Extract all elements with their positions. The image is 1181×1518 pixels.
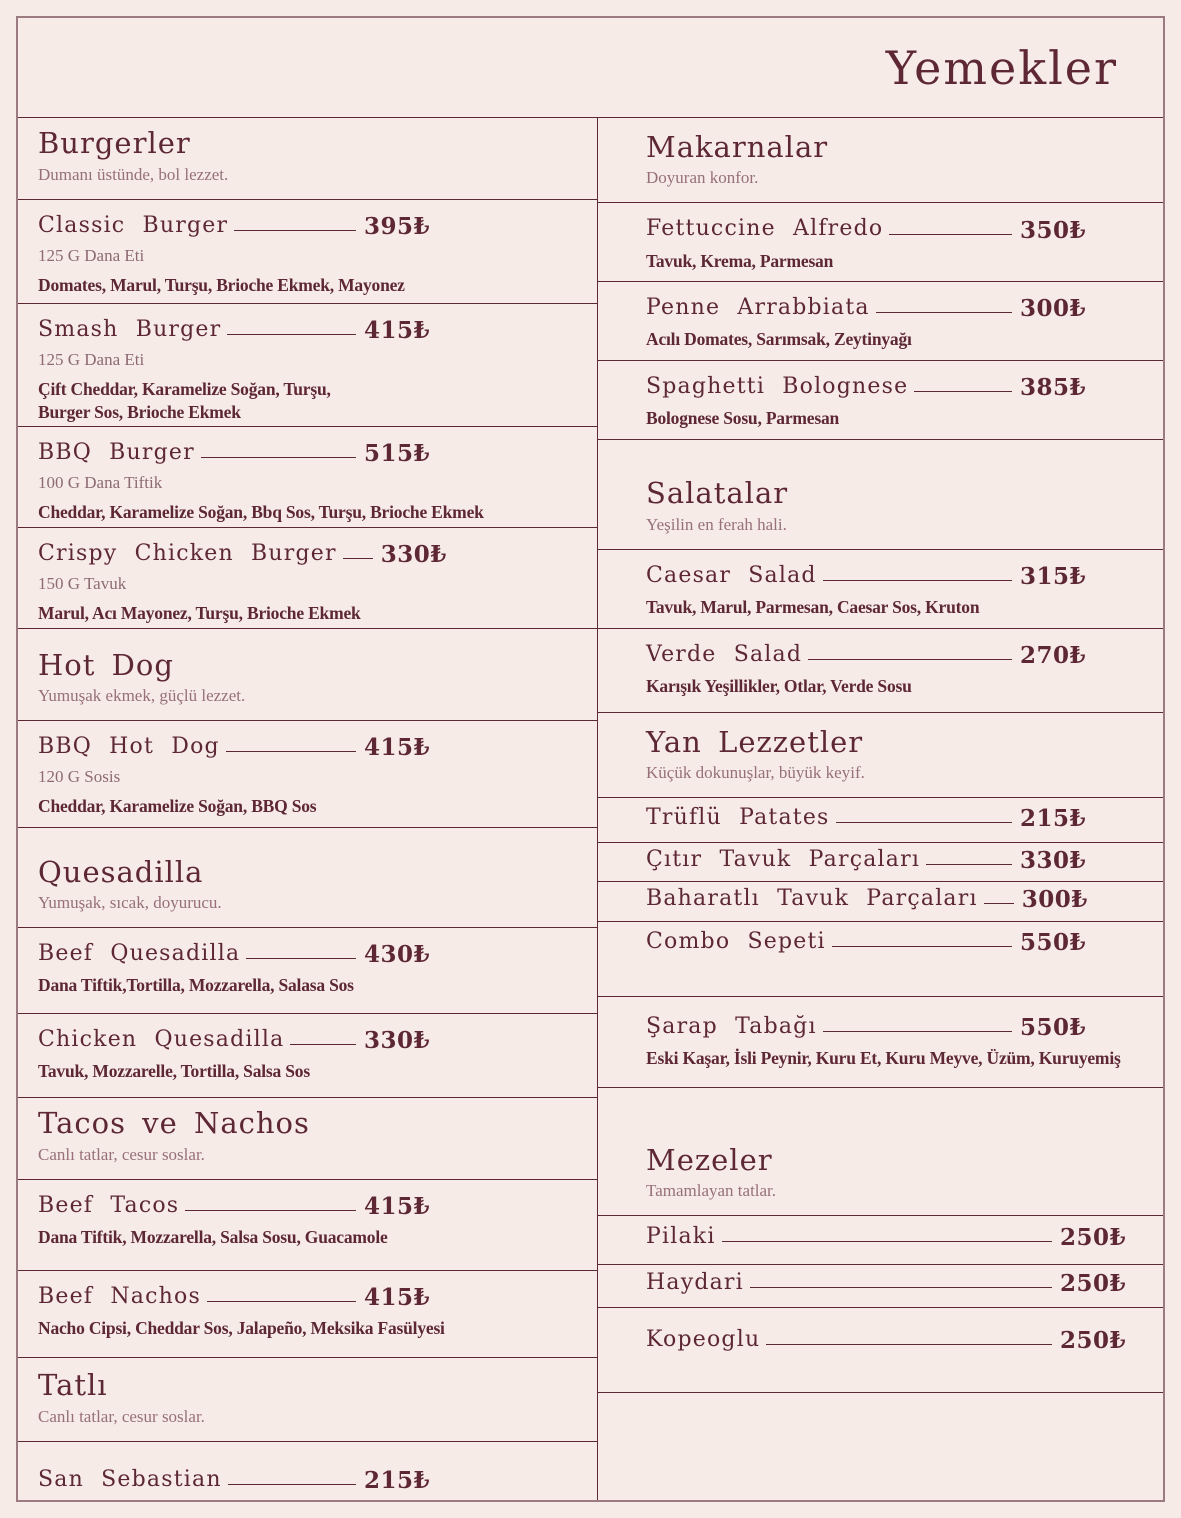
- right-column: [598, 118, 1163, 1500]
- price-leader-line: [823, 580, 1012, 581]
- item-price: 315₺: [1019, 563, 1086, 591]
- price-leader-line: [984, 903, 1014, 904]
- item-line: [646, 1224, 1126, 1252]
- item-price: 300₺: [1019, 295, 1086, 323]
- item-name: BBQ Hot Dog: [38, 734, 220, 760]
- item-line: [646, 1327, 1126, 1355]
- section-title: Salatalar: [646, 476, 789, 511]
- item-name: Çıtır Tavuk Parçaları: [646, 847, 921, 873]
- item-price: 350₺: [1019, 216, 1086, 244]
- item-name: Crispy Chicken Burger: [38, 541, 337, 567]
- item-line: [38, 439, 430, 468]
- item-line: [38, 941, 430, 969]
- item-name: Beef Quesadilla: [38, 941, 241, 967]
- menu-item-smash-burger: [18, 304, 597, 427]
- item-line: [646, 1270, 1126, 1298]
- item-description: Cheddar, Karamelize Soğan, BBQ Sos: [38, 796, 317, 817]
- item-price: 415₺: [363, 316, 430, 344]
- price-leader-line: [343, 558, 373, 559]
- price-leader-line: [914, 391, 1012, 392]
- section-makarnalar: [598, 118, 1163, 203]
- item-name: BBQ Burger: [38, 439, 195, 465]
- item-portion: 120 G Sosis: [38, 767, 121, 787]
- item-price: 395₺: [363, 212, 430, 240]
- item-name: Haydari: [646, 1270, 744, 1296]
- left-column: [18, 118, 598, 1500]
- section-subtitle: Yumuşak, sıcak, doyurucu.: [38, 893, 222, 913]
- item-price: 550₺: [1019, 929, 1086, 957]
- section-salatalar: [598, 440, 1163, 550]
- price-leader-line: [836, 822, 1012, 823]
- item-name: Beef Nachos: [38, 1283, 201, 1309]
- menu-item-bbq-hot-dog: [18, 721, 597, 828]
- price-leader-line: [246, 958, 356, 959]
- menu-item-spaghetti-bolognese: [598, 361, 1163, 440]
- menu-item-san-sebastian: [18, 1442, 597, 1500]
- item-line: [38, 541, 447, 569]
- section-title: Mezeler: [646, 1142, 773, 1177]
- section-mezeler: [598, 1088, 1163, 1216]
- item-name: Spaghetti Bolognese: [646, 374, 909, 400]
- item-line: [38, 1192, 430, 1221]
- item-name: Combo Sepeti: [646, 929, 826, 955]
- price-leader-line: [823, 1031, 1012, 1032]
- item-name: Chicken Quesadilla: [38, 1027, 285, 1053]
- section-tacos-ve-nachos: [18, 1098, 597, 1180]
- price-leader-line: [722, 1241, 1052, 1242]
- item-name: Caesar Salad: [646, 562, 817, 588]
- item-line: [646, 847, 1086, 875]
- section-title: Hot Dog: [38, 647, 174, 682]
- section-subtitle: Dumanı üstünde, bol lezzet.: [38, 164, 229, 184]
- item-description: Eski Kaşar, İsli Peynir, Kuru Et, Kuru Meyve, Üzüm, Kuruyemiş: [646, 1048, 1121, 1069]
- item-line: [38, 318, 430, 342]
- menu-item-crispy-chicken-burger: [18, 528, 597, 629]
- item-line: [38, 1027, 430, 1055]
- item-price: 250₺: [1059, 1270, 1126, 1298]
- item-line: [38, 1466, 430, 1495]
- item-portion: 125 G Dana Eti: [38, 349, 145, 369]
- item-price: 330₺: [1019, 847, 1086, 875]
- section-title: Tacos ve Nachos: [38, 1106, 310, 1141]
- price-leader-line: [201, 457, 356, 458]
- price-leader-line: [207, 1301, 356, 1302]
- item-description: Cheddar, Karamelize Soğan, Bbq Sos, Turşu, Brioche Ekmek: [38, 502, 484, 523]
- item-name: Pilaki: [646, 1224, 716, 1250]
- item-price: 330₺: [363, 1027, 430, 1055]
- item-description: Karışık Yeşillikler, Otlar, Verde Sosu: [646, 675, 912, 696]
- item-description: Dana Tiftik, Mozzarella, Salsa Sosu, Guacamole: [38, 1227, 388, 1248]
- item-description: Tavuk, Marul, Parmesan, Caesar Sos, Kruton: [646, 597, 980, 618]
- section-subtitle: Canlı tatlar, cesur soslar.: [38, 1406, 205, 1426]
- menu-columns: [18, 118, 1163, 1500]
- menu-item-verde-salad: [598, 629, 1163, 713]
- item-description-line2: Burger Sos, Brioche Ekmek: [38, 402, 241, 423]
- menu-page: [16, 16, 1165, 1502]
- menu-item-classic-burger: [18, 200, 597, 304]
- section-yan-lezzetler: [598, 713, 1163, 798]
- item-line: [646, 643, 1086, 667]
- item-price: 270₺: [1019, 641, 1086, 669]
- item-line: [38, 1283, 430, 1312]
- item-price: 415₺: [363, 1284, 430, 1312]
- item-description: Tavuk, Krema, Parmesan: [646, 250, 834, 271]
- menu-item-truflu-patates: [598, 798, 1163, 843]
- section-subtitle: Küçük dokunuşlar, büyük keyif.: [646, 763, 865, 783]
- section-subtitle: Doyuran konfor.: [646, 168, 759, 188]
- item-description: Marul, Acı Mayonez, Turşu, Brioche Ekmek: [38, 603, 361, 624]
- section-title: Burgerler: [38, 126, 191, 161]
- section-burgerler: [18, 118, 597, 200]
- price-leader-line: [876, 312, 1012, 313]
- menu-item-fettuccine-alfredo: [598, 203, 1163, 282]
- menu-item-caesar-salad: [598, 550, 1163, 629]
- item-name: Classic Burger: [38, 212, 229, 238]
- menu-item-baharatli-tavuk-parcalari: [598, 882, 1163, 922]
- item-name: Smash Burger: [38, 316, 222, 342]
- menu-item-penne-arrabbiata: [598, 282, 1163, 361]
- item-description: Bolognese Sosu, Parmesan: [646, 408, 840, 429]
- price-leader-line: [228, 1484, 356, 1485]
- item-line: [38, 734, 430, 762]
- item-name: Kopeoglu: [646, 1327, 761, 1353]
- price-leader-line: [832, 946, 1012, 947]
- item-name: San Sebastian: [38, 1466, 222, 1492]
- item-description: Acılı Domates, Sarımsak, Zeytinyağı: [646, 329, 912, 350]
- item-description: Tavuk, Mozzarelle, Tortilla, Salsa Sos: [38, 1061, 310, 1082]
- item-price: 515₺: [363, 440, 430, 468]
- item-price: 430₺: [363, 941, 430, 969]
- item-line: [646, 929, 1086, 957]
- section-subtitle: Yeşilin en ferah hali.: [646, 514, 787, 534]
- item-price: 250₺: [1059, 1224, 1126, 1252]
- price-leader-line: [227, 334, 356, 335]
- item-price: 415₺: [363, 1193, 430, 1221]
- item-price: 215₺: [363, 1467, 430, 1495]
- item-name: Baharatlı Tavuk Parçaları: [646, 886, 978, 912]
- menu-item-bbq-burger: [18, 427, 597, 528]
- price-leader-line: [234, 230, 356, 231]
- item-description: Dana Tiftik,Tortilla, Mozzarella, Salasa Sos: [38, 975, 354, 996]
- section-tatli: [18, 1358, 597, 1442]
- price-leader-line: [766, 1344, 1052, 1345]
- section-title: Yan Lezzetler: [646, 724, 864, 759]
- item-line: [646, 374, 1086, 402]
- item-line: [646, 886, 1088, 914]
- menu-item-haydari: [598, 1265, 1163, 1308]
- item-name: Fettuccine Alfredo: [646, 216, 884, 242]
- menu-item-kopeoglu: [598, 1308, 1163, 1393]
- menu-item-beef-tacos: [18, 1180, 597, 1271]
- item-price: 300₺: [1021, 886, 1088, 914]
- section-subtitle: Tamamlayan tatlar.: [646, 1181, 777, 1201]
- price-leader-line: [226, 751, 356, 752]
- section-subtitle: Yumuşak ekmek, güçlü lezzet.: [38, 686, 246, 706]
- section-subtitle: Canlı tatlar, cesur soslar.: [38, 1144, 205, 1164]
- section-title: Quesadilla: [38, 854, 204, 889]
- menu-item-pilaki: [598, 1216, 1163, 1265]
- item-line: [646, 1014, 1086, 1042]
- section-hot-dog: [18, 629, 597, 721]
- price-leader-line: [185, 1210, 356, 1211]
- price-leader-line: [889, 234, 1012, 235]
- section-quesadilla: [18, 828, 597, 928]
- menu-item-chicken-quesadilla: [18, 1014, 597, 1098]
- item-price: 385₺: [1019, 374, 1086, 402]
- item-portion: 125 G Dana Eti: [38, 245, 145, 265]
- section-title: Makarnalar: [646, 130, 829, 164]
- item-line: [646, 805, 1086, 833]
- item-portion: 150 G Tavuk: [38, 574, 127, 594]
- item-line: [38, 214, 430, 238]
- menu-item-citir-tavuk-parcalari: [598, 843, 1163, 882]
- item-price: 215₺: [1019, 805, 1086, 833]
- item-name: Verde Salad: [646, 641, 803, 667]
- page-title: Yemekler: [885, 40, 1118, 95]
- menu-item-beef-nachos: [18, 1271, 597, 1358]
- price-leader-line: [750, 1287, 1052, 1288]
- item-price: 550₺: [1019, 1014, 1086, 1042]
- item-description: Çift Cheddar, Karamelize Soğan, Turşu,: [38, 378, 331, 399]
- item-price: 250₺: [1059, 1327, 1126, 1355]
- price-leader-line: [808, 659, 1012, 660]
- item-line: [646, 216, 1086, 244]
- item-description: Nacho Cipsi, Cheddar Sos, Jalapeño, Meksika Fasülyesi: [38, 1318, 445, 1339]
- item-portion: 100 G Dana Tiftik: [38, 473, 163, 493]
- item-name: Şarap Tabağı: [646, 1014, 817, 1040]
- menu-item-beef-quesadilla: [18, 928, 597, 1014]
- item-price: 415₺: [363, 734, 430, 762]
- item-name: Penne Arrabbiata: [646, 295, 870, 321]
- price-leader-line: [926, 864, 1012, 865]
- menu-item-sarap-tabagi: [598, 997, 1163, 1088]
- item-line: [646, 562, 1086, 591]
- menu-header: [18, 18, 1163, 118]
- item-line: [646, 295, 1086, 323]
- menu-item-combo-sepeti: [598, 922, 1163, 997]
- price-leader-line: [290, 1044, 356, 1045]
- section-title: Tatlı: [38, 1368, 108, 1403]
- item-name: Trüflü Patates: [646, 805, 830, 831]
- item-description: Domates, Marul, Turşu, Brioche Ekmek, Mayonez: [38, 274, 405, 295]
- item-price: 330₺: [380, 541, 447, 569]
- item-name: Beef Tacos: [38, 1192, 180, 1218]
